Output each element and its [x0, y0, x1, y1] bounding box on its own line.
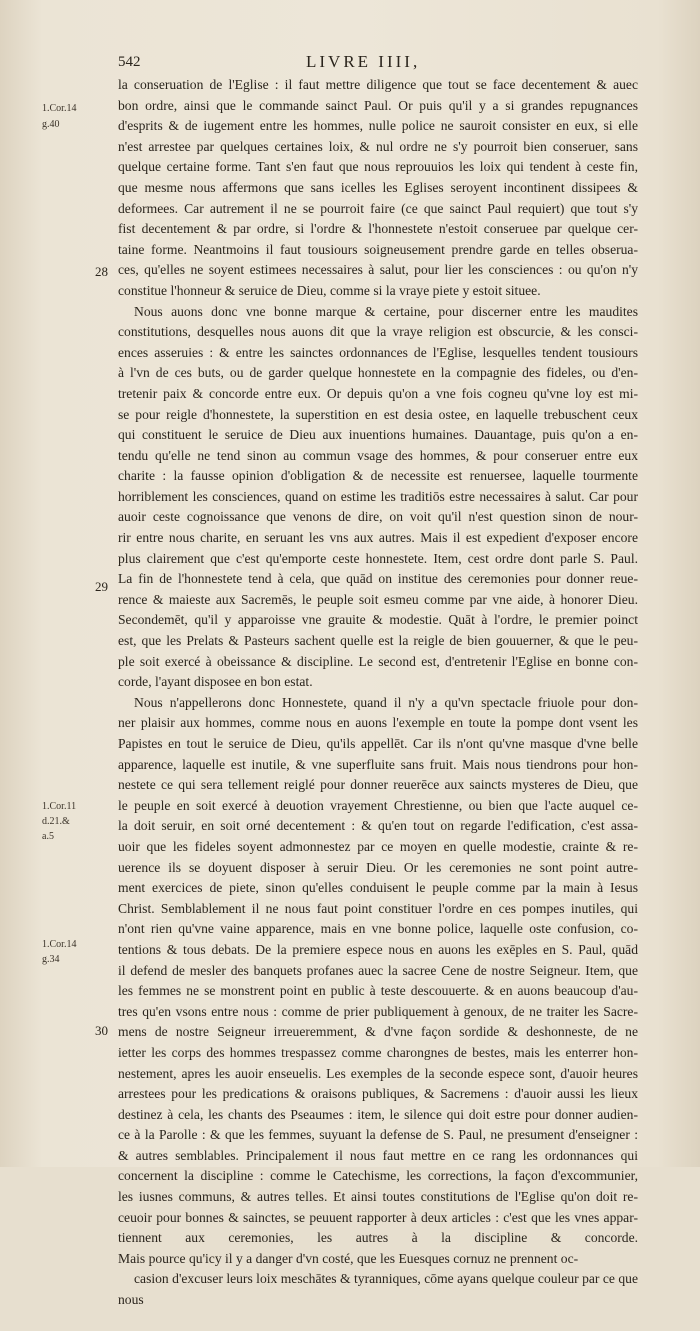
- section-number: 30: [95, 1023, 108, 1038]
- text-line: nestement, apres les auoir enseuelis. Les exemples de la seconde espece sont, d'auoir heures: [118, 1065, 638, 1081]
- margin-note: g.40: [42, 119, 60, 130]
- text-line: la doit seruir, en soit orné decentement : & qu'en tout on regarde l'edification, c'est assa-: [118, 818, 638, 834]
- section-number: 28: [95, 264, 108, 279]
- text-line: destinez à cela, les chants des Pseaumes : item, le silence qui doit estre pour donner audien-: [118, 1106, 638, 1122]
- text-line: taine forme. Neantmoins il faut tousiours soigneusement prendre garde en telles obserua-: [118, 241, 638, 257]
- text-line: est, que les Prelats & Pasteurs sachent quelle est la reigle de bien gouuerner, & que le peu-: [118, 633, 638, 649]
- text-line: ces, qu'elles ne soyent estimees necessaires à salut, pour lier les consciences : ou qu'on n'y: [118, 262, 638, 278]
- text-line: à l'vn de ces buts, ou de garder quelque honnestete en la compagnie des fideles, ou d'en-: [118, 365, 638, 381]
- text-line: ietter les corps des hommes trespassez comme charongnes de bestes, mais les enterrer hon-: [118, 1044, 638, 1060]
- text-line: nestete ce qui sera tellement reiglé pour donner reuerēce aux saincts mysteres de Dieu, que: [118, 777, 638, 793]
- text-line: Mais pource qu'icy il y a danger d'vn costé, que les Euesques cornuz ne prennent oc-: [118, 1250, 579, 1266]
- text-line: la conseruation de l'Eglise : il faut mettre diligence que tout se face decentement & auec: [118, 77, 638, 92]
- margin-note: a.5: [42, 831, 54, 842]
- text-line: n'est arrestee par quelques certaines loix, & nul ordre ne s'y pourroit bien conseruer, sans: [118, 138, 638, 154]
- text-line: Nous n'appellerons donc Honnestete, quand il n'y a qu'vn spectacle friuole pour don-: [134, 694, 638, 710]
- text-line: se pour reigle d'honnestete, la superstition en est desia ostee, en laquelle trebuschent ceux: [118, 406, 638, 422]
- text-line: nous: [118, 1292, 144, 1308]
- text-line: tentions & tous debats. De la premiere espece nous en auons les exēples en S. Paul, quād: [118, 941, 638, 957]
- text-line: uoir que les fideles soyent admonnestez par ce moyen en quelle modestie, crainte & re-: [118, 838, 638, 854]
- margin-note: 1.Cor.11: [42, 801, 77, 812]
- text-line: Nous auons donc vne bonne marque & certaine, pour discerner entre les maudites: [134, 303, 638, 319]
- text-line: horriblement les consciences, quand on estime les traditiōs estre necessaires à salut. Car pour: [118, 488, 638, 504]
- text-line: charite : la fausse opinion d'obligation & de necessite est renuersee, laquelle tourmente: [118, 468, 638, 484]
- section-number: 29: [95, 579, 108, 594]
- text-line: & autres semblables. Principalement il nous faut mettre en ce rang les ordonnances qui: [118, 1147, 638, 1163]
- text-line: apparence, laquelle est inutile, & vne superfluite sans fruit. Mais nous tiendrons pour hon-: [118, 756, 638, 772]
- text-line: casion d'excuser leurs loix meschātes & tyranniques, cōme ayans quelque couleur par ce que: [134, 1271, 638, 1287]
- text-line: bon ordre, ainsi que le commande sainct Paul. Or puis qu'il y a si grandes repugnances: [118, 97, 638, 113]
- text-line: qui constituent le seruice de Dieu aux inuentions humaines. Dauantage, puis qu'on a en-: [118, 427, 638, 443]
- margin-note: 1.Cor.14: [42, 939, 77, 950]
- text-line: rir entre nous charite, en seruant les vns aux autres. Mais il est expedient d'exposer encore: [118, 530, 638, 546]
- margin-note: d.21.&: [42, 816, 70, 827]
- text-line: que mesme nous affermons que sans icelles les Eglises seroyent incontinent dissipees &: [118, 179, 638, 195]
- text-line: Papistes en tout le seruice de Dieu, qu'ils appellēt. Car ils n'ont qu'vne masque d'vne belle: [118, 736, 638, 751]
- text-line: tres qu'en vsons entre nous : comme de prier publiquement à genoux, de ne traiter les Sacre-: [118, 1003, 638, 1019]
- folio-number: 542: [118, 54, 141, 70]
- body-text: [118, 75, 638, 1331]
- text-line: le peuple en soit exercé à deuotion vrayement Chrestienne, ou bien que l'acte auquel ce-: [118, 797, 638, 813]
- text-line: Christ. Semblablement il ne nous faut point constituer l'ordre en ces pompes inutiles, qui: [118, 900, 638, 916]
- text-line: ple soit exercé à obeissance & discipline. Le second est, d'entretenir l'Eglise en bonne con-: [118, 653, 638, 669]
- text-line: tiennent aux ceremonies, les autres à la discipline & concorde.: [118, 1230, 638, 1246]
- text-line: auoir ceste cognoissance que venons de dire, on voit qu'il n'est question sinon de nour-: [118, 509, 638, 525]
- text-line: d'esprits & de iugement entre les hommes, nulle police ne sauroit consister en eux, si elle: [118, 118, 638, 134]
- text-line: ner plaisir aux hommes, comme nous en auons l'exemple en toute la pompe dont vsent les: [118, 715, 638, 731]
- text-line: les iusnes communs, & autres telles. Et ainsi toutes constitutions de l'Eglise qu'on doit re-: [118, 1189, 638, 1205]
- text-line: constitutions, desquelles nous auons dit que la vraye religion est obscurcie, & les consci-: [118, 324, 638, 340]
- text-line: rence & maieste aux Sacremēs, le peuple soit esmeu comme par vne aide, à honorer Dieu.: [118, 591, 638, 607]
- text-line: n'ont rien qu'vne vaine apparence, mais en vne bonne police, laquelle oste confusion, co-: [118, 921, 638, 937]
- text-line: mens de nostre Seigneur irreueremment, & d'vne façon sordide & deshonneste, de ne: [118, 1024, 638, 1040]
- text-line: tendu qu'elle ne tend sinon au commun vsage des hommes, & pour conseruer entre eux: [118, 447, 638, 463]
- margin-note: g.34: [42, 954, 60, 965]
- text-line: tretenir paix & concorde entre eux. Or depuis qu'on a vne fois cogneu qu'vne loy est mi-: [118, 385, 638, 401]
- text-line: deformees. Car autrement il ne se pourroit faire (ce que sainct Paul requiert) que tout s'y: [118, 200, 638, 216]
- text-line: corde, l'ayant disposee en bon estat.: [118, 674, 313, 690]
- text-line: ences asseruies : & entre les sainctes ordonnances de l'Eglise, lesquelles tendent tousiours: [118, 344, 638, 360]
- page-header: [118, 52, 638, 74]
- text-line: concernent la discipline : comme le Catechisme, les corrections, la façon d'excommunier,: [118, 1168, 638, 1184]
- text-line: les femmes ne se monstrent point en public à teste descouuerte. & en auons beaucoup d'au-: [118, 983, 638, 999]
- text-line: arrestees pour les predications & oraisons publiques, & Sacremens : d'auoir aussi les lieux: [118, 1086, 638, 1102]
- margin-note: 1.Cor.14: [42, 103, 77, 114]
- text-line: La fin de l'honnestete tend à cela, que quād on institue des ceremonies pour donner reue-: [118, 571, 638, 587]
- text-line: plus clairement que c'est qu'emporte ceste honnestete. Item, cest ordre dont parle S. Paul.: [118, 550, 638, 566]
- text-line: ment exercices de piete, sinon qu'elles conduisent le peuple comme par la main à Iesus: [118, 880, 638, 896]
- text-line: uerence ils se doyuent disposer à seruir Dieu. Or les ceremonies ne sont point autre-: [118, 859, 638, 875]
- text-line: il defend de mesler des banquets profanes auec la sacree Cene de nostre Seigneur. Item, que: [118, 962, 638, 978]
- text-line: quelque certaine forme. Tant s'en faut que nous reprouuios les loix qui tendent à ceste fin,: [118, 159, 638, 175]
- text-line: fist decentement & par ordre, si l'ordre & l'honnestete n'estoit conseruee par quelque cer-: [118, 221, 638, 237]
- text-line: ce à la Parolle : & que les femmes, suyuant la defense de S. Paul, ne presument d'enseigner :: [118, 1127, 638, 1143]
- running-title: LIVRE IIII,: [306, 52, 421, 71]
- text-line: Secondemēt, qu'il y apparoisse vne grauite & modestie. Quāt à l'ordre, le premier poinct: [118, 612, 638, 628]
- text-line: ceuoir pour bonnes & sainctes, se peuuent rapporter à deux articles : c'est que les vnes appar-: [118, 1209, 638, 1225]
- text-line: constitue l'honneur & seruice de Dieu, comme si la vraye piete y estoit situee.: [118, 282, 541, 298]
- catchword: [118, 1311, 638, 1331]
